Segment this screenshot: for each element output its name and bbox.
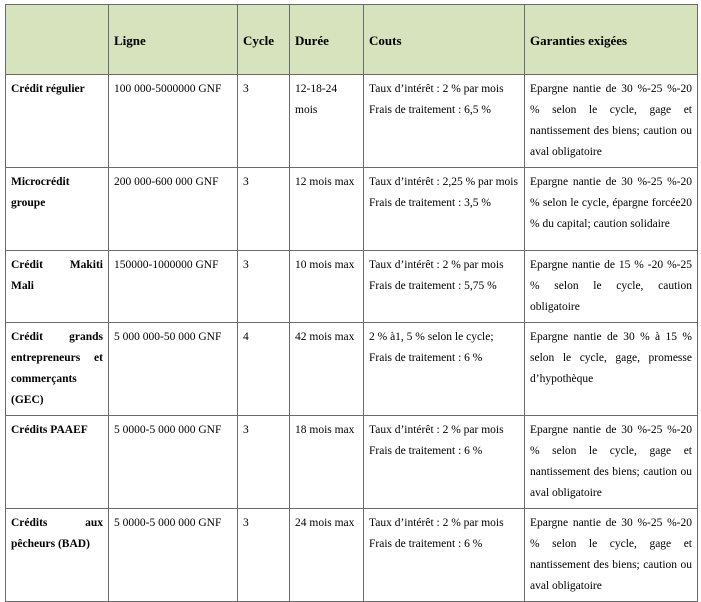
header-row: [6, 5, 698, 75]
duree-cell: 12-18-24 mois: [290, 75, 364, 168]
product-name: Microcrédit groupe: [6, 168, 109, 251]
cycle-cell: 4: [238, 323, 290, 416]
product-name: Crédit grands entrepreneurs et commerçants (GEC): [6, 323, 109, 416]
table-row: [6, 323, 698, 416]
couts-cell: [364, 509, 525, 602]
ligne-cell: 5 0000-5 000 000 GNF: [109, 416, 238, 509]
frais-line: Frais de traitement : 6 %: [369, 352, 483, 364]
header-duree: Durée: [290, 5, 364, 75]
garanties-cell: Epargne nantie de 15 % -20 %-25 % selon le cycle, caution obligatoire: [525, 251, 698, 323]
couts-cell: [364, 416, 525, 509]
frais-line: Frais de traitement : 5,75 %: [369, 280, 497, 292]
product-name: Crédit Makiti Mali: [6, 251, 109, 323]
table-row: [6, 416, 698, 509]
taux-line: 2 % à1, 5 % selon le cycle;: [369, 331, 494, 343]
taux-line: Taux d’intérêt : 2 % par mois: [369, 259, 504, 271]
frais-line: Frais de traitement : 6 %: [369, 538, 483, 550]
ligne-cell: 150000-1000000 GNF: [109, 251, 238, 323]
garanties-cell: Epargne nantie de 30 %-25 %-20 % selon le cycle, épargne forcée20 % du capital; caution solidaire: [525, 168, 698, 251]
cycle-cell: 3: [238, 168, 290, 251]
couts-cell: [364, 251, 525, 323]
cycle-cell: 3: [238, 75, 290, 168]
taux-line: Taux d’intérêt : 2 % par mois: [369, 83, 504, 95]
frais-line: Frais de traitement : 3,5 %: [369, 197, 491, 209]
duree-cell: 10 mois max: [290, 251, 364, 323]
table-row: [6, 509, 698, 602]
header-ligne: Ligne: [109, 5, 238, 75]
cycle-cell: 3: [238, 251, 290, 323]
duree-cell: 18 mois max: [290, 416, 364, 509]
table-row: [6, 251, 698, 323]
duree-cell: 42 mois max: [290, 323, 364, 416]
product-name: Crédit régulier: [6, 75, 109, 168]
ligne-cell: 5 0000-5 000 000 GNF: [109, 509, 238, 602]
taux-line: Taux d’intérêt : 2 % par mois: [369, 424, 504, 436]
frais-line: Frais de traitement : 6 %: [369, 445, 483, 457]
couts-cell: [364, 168, 525, 251]
garanties-cell: Epargne nantie de 30 %-25 %-20 % selon le cycle, gage et nantissement des biens; caution ou aval obligatoire: [525, 416, 698, 509]
frais-line: Frais de traitement : 6,5 %: [369, 104, 491, 116]
taux-line: Taux d’intérêt : 2,25 % par mois: [369, 176, 518, 188]
table-row: [6, 75, 698, 168]
ligne-cell: 100 000-5000000 GNF: [109, 75, 238, 168]
garanties-cell: Epargne nantie de 30 % à 15 % selon le cycle, gage, promesse d’hypothèque: [525, 323, 698, 416]
garanties-cell: Epargne nantie de 30 %-25 %-20 % selon le cycle, gage et nantissement des biens; caution ou aval obligatoire: [525, 509, 698, 602]
ligne-cell: 5 000 000-50 000 GNF: [109, 323, 238, 416]
couts-cell: [364, 323, 525, 416]
duree-cell: 12 mois max: [290, 168, 364, 251]
duree-cell: 24 mois max: [290, 509, 364, 602]
garanties-cell: Epargne nantie de 30 %-25 %-20 % selon le cycle, gage et nantissement des biens; caution ou aval obligatoire: [525, 75, 698, 168]
product-name: Crédits PAAEF: [6, 416, 109, 509]
header-couts: Couts: [364, 5, 525, 75]
product-name: Crédits aux pêcheurs (BAD): [6, 509, 109, 602]
table-row: [6, 168, 698, 251]
cycle-cell: 3: [238, 509, 290, 602]
cycle-cell: 3: [238, 416, 290, 509]
header-product: [6, 5, 109, 75]
header-cycle: Cycle: [238, 5, 290, 75]
credit-table: [5, 4, 698, 602]
ligne-cell: 200 000-600 000 GNF: [109, 168, 238, 251]
couts-cell: [364, 75, 525, 168]
header-garanties: Garanties exigées: [525, 5, 698, 75]
taux-line: Taux d’intérêt : 2 % par mois: [369, 517, 504, 529]
